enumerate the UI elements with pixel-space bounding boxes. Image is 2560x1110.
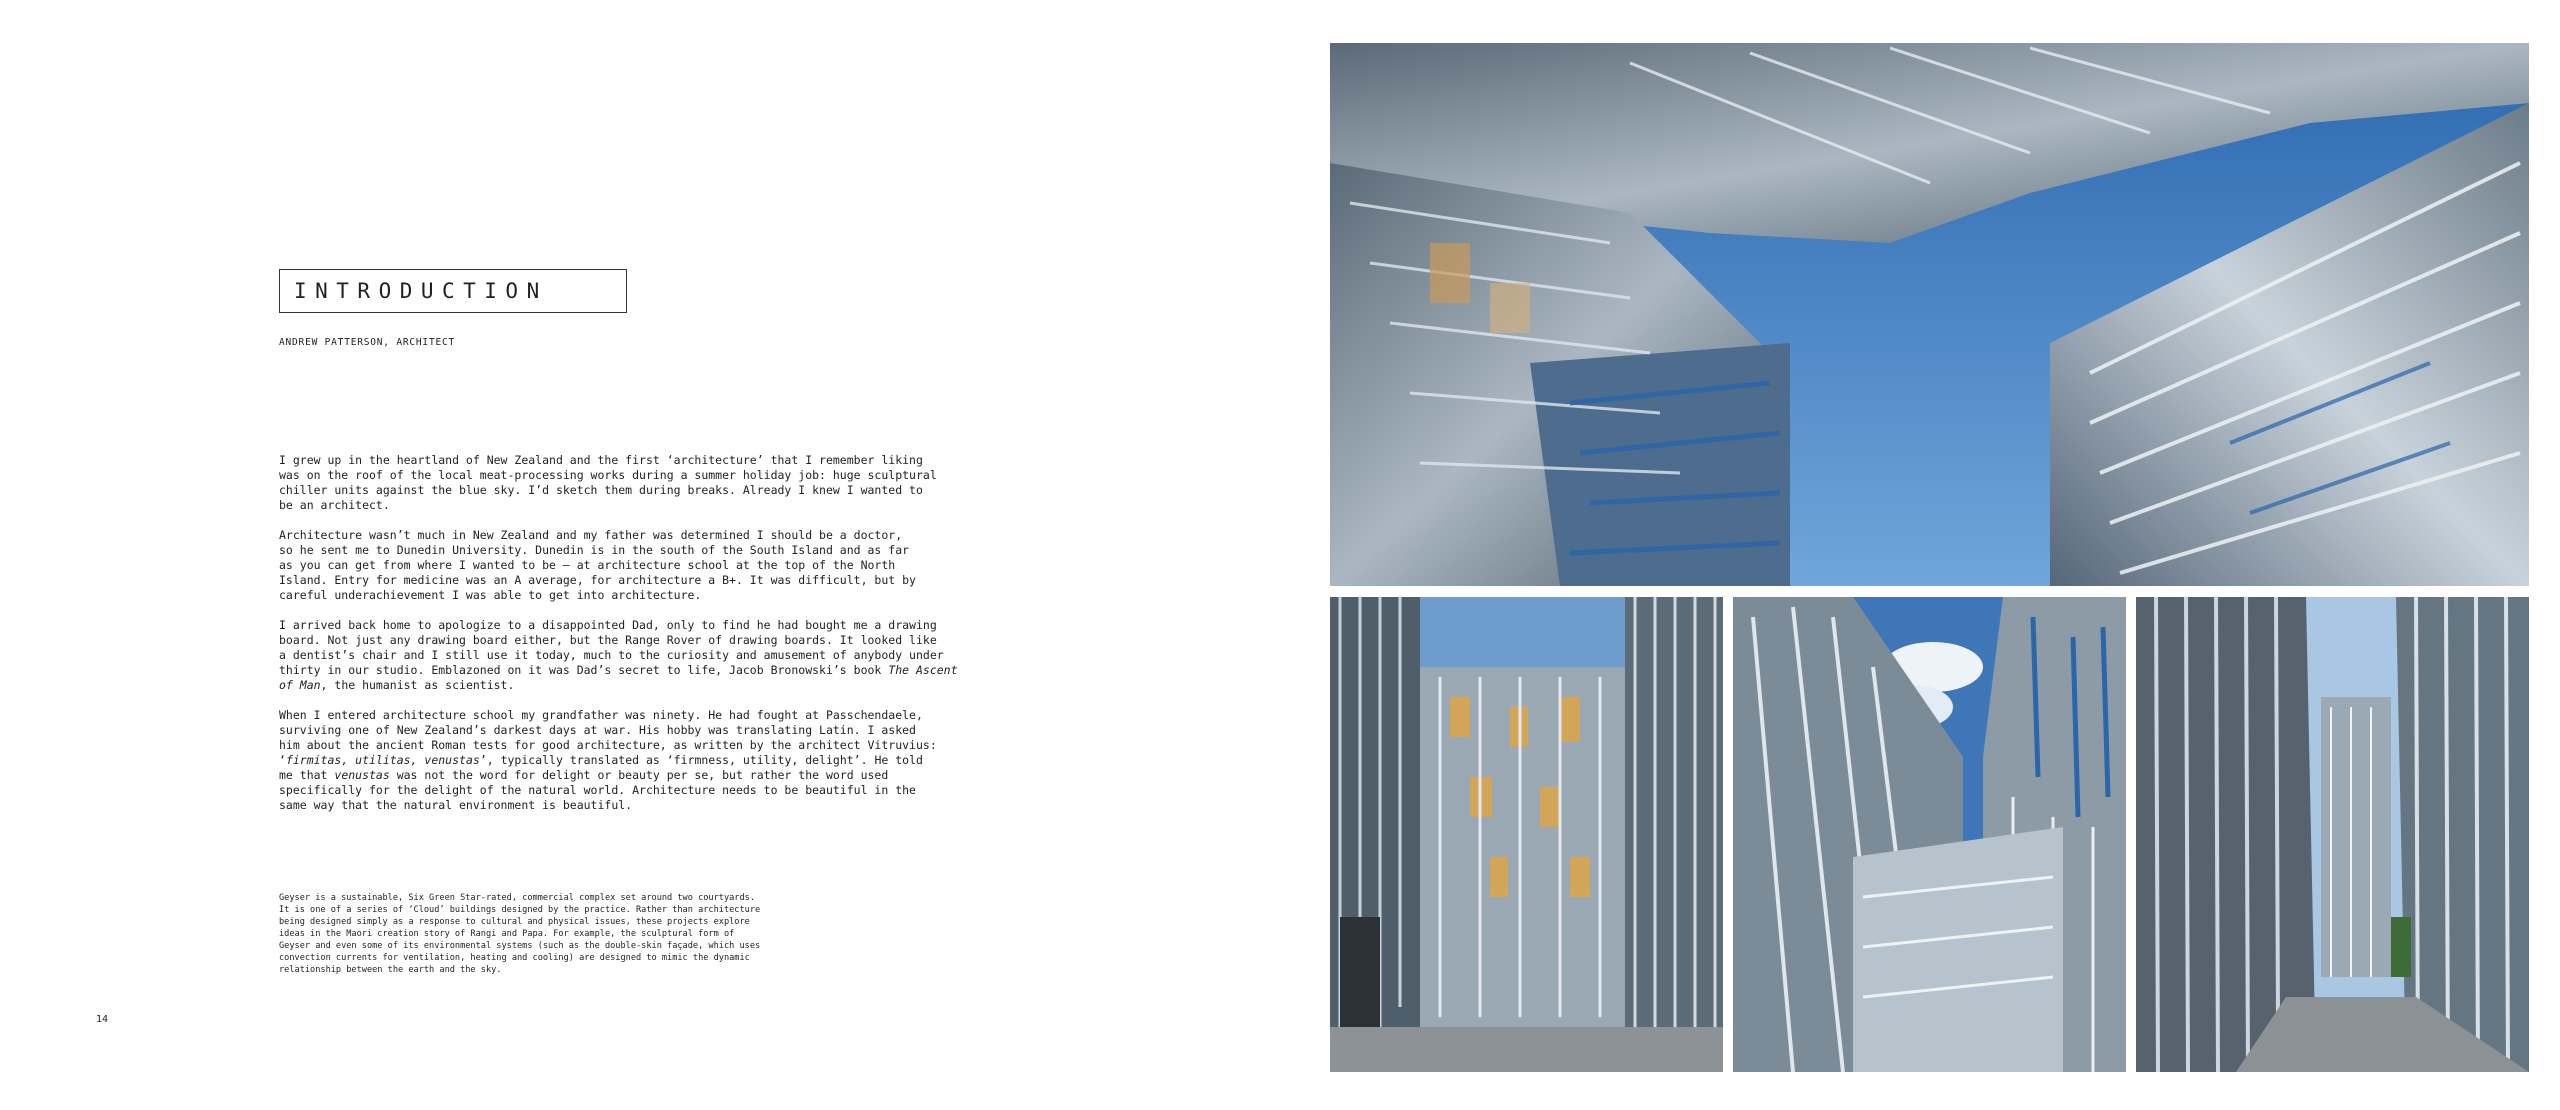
photo-illustration [1733,597,2126,1072]
geyser-sky-view-photo [1330,43,2529,586]
geyser-courtyard-photo [1330,597,1723,1072]
chapter-title: INTRODUCTION [294,279,548,303]
photo-illustration [1330,43,2529,586]
text-run: When I entered architecture school my grandfather was ninety. He had fought at Passchendaele, surviving one of New Zealand’s darkest days at war. His hobby was translating Latin. I asked him about the ancient Roman tests for good architecture, as written by the architect Vitruvius: ‘ [279,708,937,767]
page-number: 14 [96,1014,109,1025]
text-run: Architecture wasn’t much in New Zealand and my father was determined I should be a doctor, so he sent me to Dunedin University. Dunedin is in the south of the South Island and as far as you can get from where I wanted to be – at architecture school at the top of the North Island. Entry for medicine was an A average, for architecture a B+. It was difficult, but by careful underachievement I was able to get into architecture. [279,528,916,602]
text-run: I arrived back home to apologize to a disappointed Dad, only to find he had bought me a drawing board. Not just any drawing board either, but the Range Rover of drawing boards. It looked like a dentist’s chair and I still use it today, much to the curiosity and amusement of anybody under thirty in our studio. Emblazoned on it was Dad’s secret to life, Jacob Bronowski’s book [279,618,944,677]
author-byline: ANDREW PATTERSON, ARCHITECT [279,337,456,348]
text-run: I grew up in the heartland of New Zealand and the first ‘architecture’ that I remember liking was on the roof of the local meat-processing works during a summer holiday job: huge sculptural chiller units against the blue sky. I’d sketch them during breaks. Already I knew I wanted to be an architect. [279,453,937,512]
italic-text-run: venustas [334,768,390,782]
photo-illustration [2136,597,2529,1072]
photo-illustration [1330,597,1723,1072]
text-run: , the humanist as scientist. [320,678,515,692]
text-run: was not the word for delight or beauty per se, but rather the word used specifically for the delight of the natural world. Architecture needs to be beautiful in the same way that the natural environment is beautiful. [279,768,916,812]
paragraph [279,453,1019,513]
photo-caption: Geyser is a sustainable, Six Green Star-rated, commercial complex set around two courtyards. It is one of a series of ‘Cloud’ buildings designed by the practice. Rather than architecture being designed simply as a response to cultural and physical issues, these projects explore ideas in the Maori creation story of Rangi and Papa. For example, the sculptural form of Geyser and even some of its environmental systems (such as the double-skin façade, which uses convection currents for ventilation, heating and cooling) are designed to mimic the dynamic relationship between the earth and the sky. [279,893,761,975]
text-run: ’, typically translated as ‘firmness, utility, delight’. He told me that [279,753,923,782]
introduction-body [279,453,1019,828]
geyser-laneway-photo [2136,597,2529,1072]
paragraph [279,618,1019,693]
paragraph [279,708,1019,813]
paragraph [279,528,1019,603]
geyser-facade-clouds-photo [1733,597,2126,1072]
italic-text-run: The Ascent of Man [279,663,958,692]
chapter-title-box [279,269,627,313]
italic-text-run: firmitas, utilitas, venustas [285,753,480,767]
